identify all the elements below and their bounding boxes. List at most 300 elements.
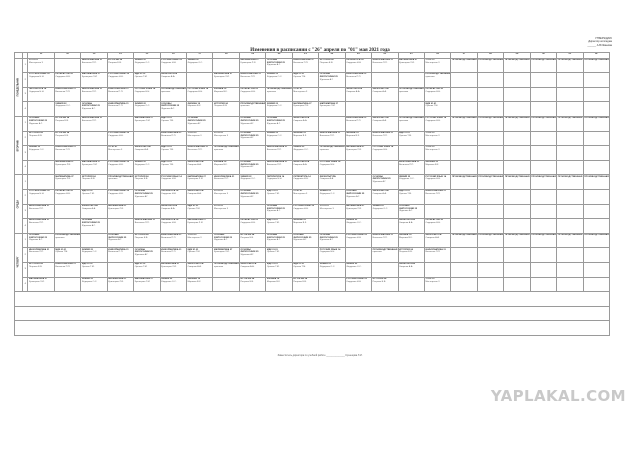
- teacher-name: Жданова А.Г.: [214, 239, 228, 242]
- subject-name: ПРОИЗВОДСТВЕННАЯ: [266, 88, 292, 91]
- teacher-name: Кузнецова Л.И.: [187, 178, 204, 181]
- schedule-cell: [292, 277, 318, 292]
- schedule-cell: [81, 116, 107, 131]
- subject-name: РУССКИЙ ЯЗЫК 14: [28, 190, 50, 193]
- schedule-cell: [451, 277, 477, 292]
- teacher-name: Сидорова Н.Н.: [293, 178, 309, 181]
- subject-name: РУССКИЙ ЯЗЫК 14: [319, 248, 341, 251]
- schedule-cell: [160, 87, 186, 102]
- teacher-name: Орлова Т.М.: [81, 192, 95, 195]
- teacher-name: Кузнецова Л.И.: [108, 207, 124, 210]
- subject-name: ФИЗИКА 18: [346, 131, 359, 134]
- subject-name: МДК 01.01: [161, 146, 172, 149]
- schedule-cell: [451, 160, 477, 175]
- schedule-cell: [424, 58, 450, 73]
- lesson-number: 1: [23, 233, 28, 248]
- schedule-cell: [292, 175, 318, 190]
- schedule-cell: [504, 131, 530, 146]
- teacher-name: Смирнов А.А.: [319, 178, 334, 181]
- teacher-name: Орлова Т.М.: [134, 76, 148, 79]
- lesson-row: [15, 116, 610, 131]
- schedule-cell: [187, 131, 213, 146]
- schedule-cell: [504, 219, 530, 234]
- schedule-cell: [54, 146, 80, 161]
- subject-name: ИСТОРИЯ 24: [293, 277, 308, 280]
- subject-name: ХИМИЯ 22: [55, 102, 67, 105]
- schedule-cell: [319, 262, 345, 277]
- schedule-cell: [398, 58, 424, 73]
- group-header: 15: [134, 53, 160, 59]
- schedule-cell: [28, 175, 54, 190]
- teacher-name: Фёдорова О.С.: [266, 105, 283, 108]
- schedule-cell: [239, 248, 265, 263]
- subject-name: ИНФОРМАТИКА 31: [425, 248, 446, 251]
- schedule-cell: [107, 116, 133, 131]
- teacher-name: Фёдорова О.С.: [81, 280, 98, 283]
- schedule-cell: [372, 189, 398, 204]
- lesson-number: 1: [23, 116, 28, 131]
- schedule-cell: [292, 233, 318, 248]
- teacher-name: Васильев П.П.: [372, 61, 388, 64]
- group-header: 20: [266, 53, 292, 59]
- lesson-row: [15, 102, 610, 117]
- schedule-cell: [530, 131, 556, 146]
- teacher-name: Сидорова Н.Н.: [346, 280, 362, 283]
- subject-name: ХИМИЯ 22: [399, 175, 411, 178]
- teacher-name: Морозов В.К.: [266, 280, 281, 283]
- teacher-name: Орлова Т.М.: [293, 76, 306, 79]
- subject-name: МДК 01.01: [293, 263, 305, 266]
- schedule-cell: [107, 189, 133, 204]
- teacher-name: практика: [161, 90, 171, 93]
- schedule-cell: [477, 277, 503, 292]
- teacher-name: Кузнецова Л.И.: [187, 222, 204, 225]
- schedule-cell: [530, 204, 556, 219]
- subject-name: ПРОИЗВОДСТВЕННАЯ: [214, 263, 239, 266]
- schedule-cell: [107, 131, 133, 146]
- subject-name: ИСТОРИЯ 24: [134, 175, 149, 178]
- schedule-cell: [266, 175, 292, 190]
- subject-name: ОСНОВЫ ФИЛОСОФИИ 25: [134, 248, 153, 254]
- schedule-cell: [557, 248, 583, 263]
- subject-name: ФИЗКУЛЬТУРА: [293, 161, 310, 164]
- schedule-cell: [292, 248, 318, 263]
- group-header: 29: [504, 53, 530, 59]
- teacher-name: Васильев П.П.: [372, 236, 388, 239]
- subject-name: РУССКИЙ ЯЗЫК 14: [293, 204, 314, 207]
- teacher-name: Фёдорова О.С.: [266, 134, 283, 137]
- lesson-row: [15, 219, 610, 234]
- schedule-cell: [557, 277, 583, 292]
- teacher-name: Фёдорова О.С.: [372, 207, 388, 210]
- schedule-cell: [504, 233, 530, 248]
- teacher-name: Кузнецова Л.И.: [346, 207, 362, 210]
- subject-name: ОСНОВЫ ФИЛОСОФИИ 25: [240, 117, 259, 122]
- schedule-cell: [107, 175, 133, 190]
- practice-label: ПРОИЗВОДСТВЕННАЯ: [557, 175, 583, 178]
- schedule-cell: [424, 116, 450, 131]
- schedule-cell: [28, 160, 54, 175]
- schedule-cell: [424, 175, 450, 190]
- subject-name: ОСНОВЫ ФИЛОСОФИИ 25: [346, 190, 365, 195]
- schedule-cell: [187, 219, 213, 234]
- teacher-name: Сидорова Н.Н.: [28, 192, 45, 195]
- teacher-name: Сидорова Н.Н.: [266, 178, 282, 181]
- schedule-cell: [239, 160, 265, 175]
- subject-name: ИНФОРМАТИКА 31: [214, 175, 235, 178]
- teacher-name: Орлова Т.М.: [399, 192, 412, 195]
- lesson-row: [15, 189, 610, 204]
- subject-name: ИНФОРМАТИКА 31: [108, 248, 129, 251]
- schedule-cell: [239, 87, 265, 102]
- schedule-cell: [266, 131, 292, 146]
- teacher-name: Петрова Е.В.: [28, 265, 43, 268]
- subject-name: МАТЕМАТИКА 27: [28, 277, 48, 280]
- schedule-cell: [557, 146, 583, 161]
- lesson-row: [15, 175, 610, 190]
- subject-name: МАТЕМАТИКА 27: [161, 263, 180, 266]
- teacher-name: Фёдорова О.С.: [81, 251, 98, 254]
- schedule-cell: [398, 102, 424, 117]
- teacher-name: Сидорова Н.Н.: [28, 76, 45, 79]
- teacher-name: Сидорова Н.Н.: [319, 251, 335, 254]
- schedule-cell: [583, 146, 609, 161]
- blank-row: [15, 321, 610, 336]
- subject-name: ИСТОРИЯ 24: [240, 277, 255, 280]
- schedule-cell: [477, 87, 503, 102]
- subject-name: РУССКИЙ ЯЗЫК 14: [108, 190, 129, 193]
- schedule-cell: [398, 233, 424, 248]
- schedule-cell: [530, 233, 556, 248]
- teacher-name: Смирнов А.А.: [372, 119, 387, 122]
- group-header: 27: [451, 53, 477, 59]
- teacher-name: Кузнецова Л.И.: [134, 119, 151, 122]
- teacher-name: практика: [214, 265, 224, 268]
- teacher-name: Кузнецова Л.И.: [161, 265, 177, 268]
- schedule-cell: [187, 262, 213, 277]
- schedule-cell: [160, 204, 186, 219]
- subject-name: ЛИТЕРАТУРА 14: [240, 219, 258, 222]
- schedule-cell: [239, 146, 265, 161]
- teacher-name: Васильев П.П.: [81, 119, 97, 122]
- subject-name: ИНФОРМАТИКА 31: [266, 146, 288, 149]
- blank-cell: [15, 306, 610, 321]
- schedule-cell: [398, 175, 424, 190]
- lesson-number: 4: [23, 219, 28, 234]
- blank-cell: [15, 321, 610, 336]
- schedule-cell: [239, 233, 265, 248]
- subject-name: МАТЕМАТИКА 27: [187, 219, 206, 222]
- subject-name: ИСТОРИЯ 24: [28, 131, 43, 134]
- schedule-cell: [530, 262, 556, 277]
- schedule-cell: [134, 131, 160, 146]
- teacher-name: практика: [425, 76, 435, 79]
- schedule-cell: [451, 102, 477, 117]
- schedule-cell: [424, 73, 450, 88]
- schedule-cell: [134, 277, 160, 292]
- teacher-name: Сидорова Н.Н.: [134, 90, 150, 93]
- subject-name: ОСНОВЫ ФИЛОСОФИИ 25: [28, 234, 47, 239]
- schedule-cell: [424, 277, 450, 292]
- schedule-cell: [504, 277, 530, 292]
- teacher-name: Орлова Т.М.: [55, 251, 68, 254]
- lesson-number: 2: [23, 189, 28, 204]
- teacher-name: практика: [319, 149, 329, 152]
- teacher-name: Кузнецова Л.И.: [214, 251, 230, 254]
- schedule-cell: [504, 204, 530, 219]
- schedule-cell: [398, 262, 424, 277]
- subject-name: ФИЗКУЛЬТУРА: [399, 263, 415, 266]
- approve-block: [512, 37, 612, 47]
- group-header: 12: [54, 53, 80, 59]
- teacher-name: Фёдорова О.С.: [293, 149, 309, 152]
- subject-name: ИНФОРМАТИКА 31: [161, 131, 182, 134]
- schedule-cell: [319, 160, 345, 175]
- teacher-name: Васильев П.П.: [108, 251, 124, 254]
- teacher-name: Морозов В.К.: [399, 236, 413, 239]
- schedule-cell: [345, 233, 371, 248]
- teacher-name: Васильев П.П.: [108, 90, 124, 93]
- teacher-name: Орлова Т.М.: [81, 265, 95, 268]
- teacher-name: Сидорова Н.Н.: [346, 61, 362, 64]
- schedule-cell: [424, 248, 450, 263]
- schedule-cell: [160, 262, 186, 277]
- schedule-cell: [319, 219, 345, 234]
- subject-name: ИНФОРМАТИКА 31: [293, 58, 314, 61]
- watermark-text: YAPLAKAL.COM: [490, 387, 626, 405]
- schedule-cell: [292, 131, 318, 146]
- schedule-cell: [239, 58, 265, 73]
- schedule-cell: [266, 189, 292, 204]
- subject-name: ОСНОВЫ ФИЛОСОФИИ 25: [266, 58, 285, 64]
- group-header: 13: [81, 53, 107, 59]
- schedule-cell: [398, 248, 424, 263]
- schedule-cell: [424, 219, 450, 234]
- schedule-cell: [583, 131, 609, 146]
- schedule-cell: [292, 262, 318, 277]
- schedule-cell: [345, 204, 371, 219]
- subject-name: ОСНОВЫ ФИЛОСОФИИ 25: [81, 102, 100, 108]
- schedule-cell: [160, 219, 186, 234]
- subject-name: ОСНОВЫ ФИЛОСОФИИ 25: [319, 234, 338, 239]
- teacher-name: Фёдорова О.С.: [187, 61, 203, 64]
- lesson-row: [15, 248, 610, 263]
- group-header: 26: [424, 53, 450, 59]
- schedule-cell: [54, 160, 80, 175]
- teacher-name: Жданова А.Г.: [240, 195, 254, 198]
- schedule-cell: [477, 73, 503, 88]
- schedule-cell: [477, 58, 503, 73]
- schedule-cell: [504, 102, 530, 117]
- lesson-number: 3: [23, 146, 28, 161]
- subject-name: ИНФОРМАТИКА 31: [28, 204, 50, 207]
- schedule-cell: [292, 189, 318, 204]
- practice-label: ПРОИЗВОДСТВЕННАЯ: [504, 117, 530, 120]
- subject-name: ХИМИЯ 22: [266, 131, 278, 134]
- teacher-name: Орлова Т.М.: [399, 134, 412, 137]
- schedule-cell: [292, 219, 318, 234]
- schedule-cell: [451, 219, 477, 234]
- teacher-name: Васильев П.П.: [134, 222, 150, 225]
- schedule-cell: [372, 248, 398, 263]
- schedule-cell: [239, 175, 265, 190]
- subject-name: ИНФОРМАТИКА 31: [346, 117, 367, 120]
- practice-label: ПРОИЗВОДСТВЕННАЯ: [451, 234, 477, 237]
- subject-name: ИНФОРМАТИКА 31: [346, 73, 367, 76]
- teacher-name: Смирнов А.А.: [372, 192, 387, 195]
- schedule-cell: [451, 175, 477, 190]
- schedule-cell: [187, 58, 213, 73]
- schedule-cell: [424, 262, 450, 277]
- schedule-cell: [213, 233, 239, 248]
- lesson-number: 2: [23, 131, 28, 146]
- group-header: 30: [530, 53, 556, 59]
- schedule-cell: [213, 189, 239, 204]
- schedule-cell: [54, 73, 80, 88]
- teacher-name: Сидорова Н.Н.: [161, 178, 177, 181]
- lesson-row: [15, 204, 610, 219]
- schedule-cell: [557, 58, 583, 73]
- schedule-cell: [213, 262, 239, 277]
- group-header: 21: [292, 53, 318, 59]
- schedule-cell: [81, 233, 107, 248]
- schedule-cell: [424, 87, 450, 102]
- practice-label: ПРОИЗВОДСТВЕННАЯ: [557, 58, 583, 61]
- teacher-name: Васильев П.П.: [55, 265, 71, 268]
- schedule-cell: [213, 248, 239, 263]
- teacher-name: Сидорова Н.Н.: [425, 119, 441, 122]
- subject-name: ОСНОВЫ ФИЛОСОФИИ 25: [187, 117, 206, 122]
- subject-name: МАТЕМАТИКА 27: [81, 73, 101, 76]
- practice-label: ПРОИЗВОДСТВЕННАЯ: [584, 117, 609, 120]
- schedule-cell: [107, 160, 133, 175]
- subject-name: ХИМИЯ 22: [319, 190, 331, 193]
- schedule-cell: [319, 204, 345, 219]
- subject-name: ХИМИЯ 22: [81, 277, 93, 280]
- schedule-cell: [160, 175, 186, 190]
- teacher-name: Петрова Е.В.: [81, 178, 96, 181]
- teacher-name: Мастерская 3: [319, 207, 334, 210]
- schedule-cell: [583, 189, 609, 204]
- teacher-name: Орлова Т.М.: [266, 192, 280, 195]
- teacher-name: Фёдорова О.С.: [266, 76, 283, 79]
- schedule-cell: [530, 175, 556, 190]
- teacher-name: Васильев П.П.: [161, 236, 176, 239]
- teacher-name: Смирнов А.А.: [81, 207, 96, 210]
- schedule-cell: [28, 233, 54, 248]
- teacher-name: Жданова А.Г.: [266, 64, 281, 67]
- schedule-cell: [372, 219, 398, 234]
- practice-label: ПРОИЗВОДСТВЕННАЯ: [478, 234, 504, 237]
- schedule-cell: [345, 175, 371, 190]
- schedule-cell: [213, 58, 239, 73]
- schedule-cell: [54, 87, 80, 102]
- schedule-cell: [504, 160, 530, 175]
- teacher-name: Васильев П.П.: [240, 76, 256, 79]
- schedule-cell: [134, 233, 160, 248]
- subject-name: ИСТОРИЯ 24: [108, 58, 123, 61]
- schedule-cell: [28, 58, 54, 73]
- schedule-cell: [345, 87, 371, 102]
- schedule-cell: [54, 102, 80, 117]
- subject-name: ИНФОРМАТИКА 31: [134, 219, 156, 222]
- group-header: 22: [319, 53, 345, 59]
- schedule-cell: [504, 189, 530, 204]
- practice-label: ПРОИЗВОДСТВЕННАЯ: [531, 58, 556, 61]
- teacher-name: Васильев П.П.: [28, 207, 44, 210]
- teacher-name: Орлова Т.М.: [161, 149, 174, 152]
- schedule-cell: [107, 233, 133, 248]
- schedule-cell: [477, 160, 503, 175]
- practice-label: ПРОИЗВОДСТВЕННАЯ: [451, 58, 477, 61]
- teacher-name: Мастерская 3: [425, 61, 440, 64]
- schedule-cell: [81, 189, 107, 204]
- schedule-cell: [266, 204, 292, 219]
- group-header: 32: [583, 53, 609, 59]
- schedule-cell: [530, 102, 556, 117]
- subject-name: МАТЕМАТИКА 27: [293, 102, 312, 105]
- practice-label: ПРОИЗВОДСТВЕННАЯ: [531, 175, 556, 178]
- schedule-cell: [134, 146, 160, 161]
- subject-name: МДК 01.01: [266, 263, 278, 266]
- subject-name: ИСТОРИЯ 24: [55, 117, 70, 120]
- schedule-cell: [292, 204, 318, 219]
- lesson-number: 4: [23, 102, 28, 117]
- subject-name: ИНФОРМАТИКА 31: [372, 131, 393, 134]
- schedule-cell: [54, 189, 80, 204]
- schedule-cell: [583, 58, 609, 73]
- schedule-cell: [292, 116, 318, 131]
- schedule-cell: [504, 116, 530, 131]
- schedule-cell: [583, 87, 609, 102]
- teacher-name: Сидорова Н.Н.: [293, 207, 309, 210]
- schedule-cell: [319, 58, 345, 73]
- subject-name: ОСНОВЫ ФИЛОСОФИИ 25: [240, 248, 259, 254]
- schedule-cell: [530, 219, 556, 234]
- schedule-cell: [160, 146, 186, 161]
- schedule-cell: [398, 204, 424, 219]
- teacher-name: Жданова А.Г.: [346, 195, 360, 198]
- schedule-cell: [319, 146, 345, 161]
- teacher-name: Морозов В.К.: [346, 134, 360, 137]
- subject-name: ИНФОРМАТИКА 31: [240, 73, 261, 76]
- schedule-cell: [451, 248, 477, 263]
- schedule-cell: [477, 189, 503, 204]
- schedule-cell: [451, 204, 477, 219]
- schedule-cell: [319, 248, 345, 263]
- subject-name: ИНФОРМАТИКА 31: [372, 58, 393, 61]
- teacher-name: Васильев П.П.: [346, 119, 361, 122]
- subject-name: ПРОИЗВОДСТВЕННАЯ: [319, 146, 345, 149]
- subject-name: РУССКИЙ ЯЗЫК 14: [319, 161, 341, 164]
- subject-name: ИНФОРМАТИКА 31: [161, 234, 182, 237]
- teacher-name: Смирнов А.А.: [293, 163, 308, 166]
- schedule-cell: [266, 160, 292, 175]
- subject-name: МДК 01.01: [187, 248, 199, 251]
- subject-name: ЛИТЕРАТУРА 14: [346, 58, 364, 61]
- schedule-cell: [107, 204, 133, 219]
- schedule-cell: [583, 277, 609, 292]
- teacher-name: Петрова Е.В.: [293, 280, 307, 283]
- schedule-cell: [28, 248, 54, 263]
- subject-name: РУССКИЙ ЯЗЫК 14: [425, 175, 447, 178]
- subject-name: РУССКИЙ ЯЗЫК 14: [425, 117, 447, 120]
- teacher-name: Жданова А.Г.: [81, 108, 96, 111]
- schedule-cell: [557, 219, 583, 234]
- schedule-cell: [451, 116, 477, 131]
- schedule-cell: [187, 189, 213, 204]
- lesson-number: 3: [23, 87, 28, 102]
